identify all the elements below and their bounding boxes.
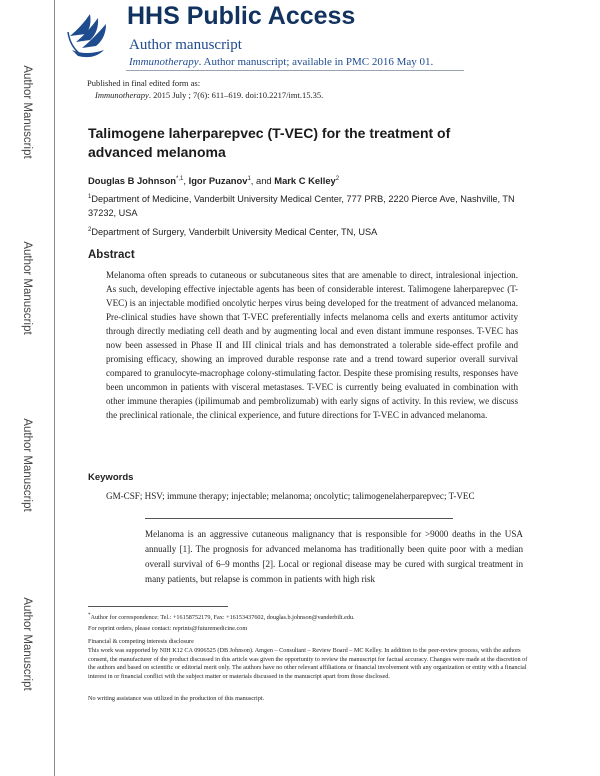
affiliation-marker: 2	[88, 227, 92, 233]
affiliation-text: Department of Surgery, Vanderbilt University Medical Center, TN, USA	[91, 227, 378, 237]
header-divider	[126, 70, 464, 71]
affiliation-text: Department of Medicine, Vanderbilt University Medical Center, 777 PRB, 2220 Pierce Ave, Nashville, TN 37232, USA	[88, 194, 515, 218]
journal-name: Immunotherapy	[129, 56, 199, 68]
author-separator: , and	[250, 175, 275, 186]
footnote-divider	[88, 606, 228, 607]
sidebar-label: Author Manuscript	[21, 597, 33, 691]
hhs-public-access-title: HHS Public Access	[127, 2, 356, 30]
correspondence-text: Author for correspondence: Tel.: +16158752179, Fax: +16153437602, douglas.b.johnson@vanderbilt.edu.	[90, 614, 355, 621]
author-separator: ,	[183, 175, 189, 186]
author-marker: 1	[247, 176, 251, 182]
keywords-list: GM-CSF; HSV; immune therapy; injectable; melanoma; oncolytic; talimogenelaherparepvec; T-VEC	[106, 491, 475, 501]
keywords-heading: Keywords	[88, 472, 134, 483]
disclosure-text: This work was supported by NIH K12 CA 0906525 (DB Johnson). Amgen – Consultant – Review Board – MC Kelley. In addition to the peer-review process, with the authors consent, the manufacturer of the product discussed in this article was given the opportunity to review the manuscript for factual accuracy. Changes were made at the discretion of the authors and based on scientific or editorial merit only. The authors have no other relevant affiliations or financial involvement with any organization or entity with a financial interest in or financial conflict with the subject matter or materials discussed in the manuscript apart from those disclosed.	[88, 647, 528, 680]
author-manuscript-sidebar	[0, 0, 55, 776]
publication-citation	[95, 90, 323, 100]
journal-name: Immunotherapy	[95, 90, 149, 100]
sidebar-label: Author Manuscript	[21, 241, 33, 335]
manuscript-availability	[129, 56, 433, 68]
correspondence-footnote	[88, 612, 528, 623]
affiliation	[88, 190, 528, 220]
citation-details: . 2015 July ; 7(6): 611–619. doi:10.2217/imt.15.35.	[148, 90, 324, 100]
abstract-text: Melanoma often spreads to cutaneous or subcutaneous sites that are amenable to direct, intralesional injection. As such, developing effective injectable agents has been of considerable interest. Talimogene laherparepvec (T-VEC) is an injectable modified oncolytic herpes virus being developed for the treatment of advanced melanoma. Pre-clinical studies have shown that T-VEC preferentially infects melanoma cells and exerts antitumor activity through directly mediating cell death and by augmenting local and even distant immune responses. T-VEC has now been assessed in Phase II and III clinical trials and has demonstrated a tolerable side-effect profile and promising efficacy, showing an improved durable response rate and a trend toward superior overall survival compared to granulocyte-macrophage colony-stimulating factor. Despite these promising results, responses have been uncommon in patients with visceral metastases. T-VEC is currently being evaluated in combination with other immune therapies (ipilimumab and pembrolizumab) with early signs of activity. In this review, we discuss the preclinical rationale, the clinical experience, and future directions for T-VEC in advanced melanoma.	[106, 270, 518, 420]
author-name: Igor Puzanov	[188, 175, 248, 186]
author-list	[88, 175, 339, 186]
sidebar-label: Author Manuscript	[21, 65, 33, 159]
introduction-text: Melanoma is an aggressive cutaneous malignancy that is responsible for >9000 deaths in the USA annually [1]. The prognosis for advanced melanoma has traditionally been quite poor with a median overall survival of 6–9 months [2]. Local or regional disease may be cured with surgical treatment in many patients, but relapse is common in patients with high risk	[145, 529, 523, 584]
writing-assistance-note: No writing assistance was utilized in the production of this manuscript.	[88, 695, 265, 702]
reprints-footnote: For reprint orders, please contact: reprints@futuremedicine.com	[88, 625, 248, 632]
author-name: Douglas B Johnson	[88, 175, 177, 186]
author-name: Mark C Kelley	[274, 175, 336, 186]
author-marker: 2	[335, 176, 340, 182]
disclosure-heading: Financial & competing interests disclosure	[88, 638, 194, 645]
availability-text: . Author manuscript; available in PMC 2016 May 01.	[198, 56, 434, 68]
sidebar-label: Author Manuscript	[21, 418, 33, 512]
affiliation-marker: 1	[88, 194, 92, 200]
abstract-heading: Abstract	[88, 249, 135, 261]
section-divider	[145, 518, 453, 519]
author-marker: *,1	[176, 176, 184, 182]
author-manuscript-subtitle: Author manuscript	[129, 37, 242, 53]
article-title: Talimogene laherparepvec (T-VEC) for the treatment of advanced melanoma	[88, 125, 451, 160]
published-form-label: Published in final edited form as:	[87, 78, 201, 88]
footnote-marker: *	[88, 613, 91, 618]
hhs-eagle-logo-icon	[66, 6, 116, 62]
affiliation	[88, 223, 528, 239]
